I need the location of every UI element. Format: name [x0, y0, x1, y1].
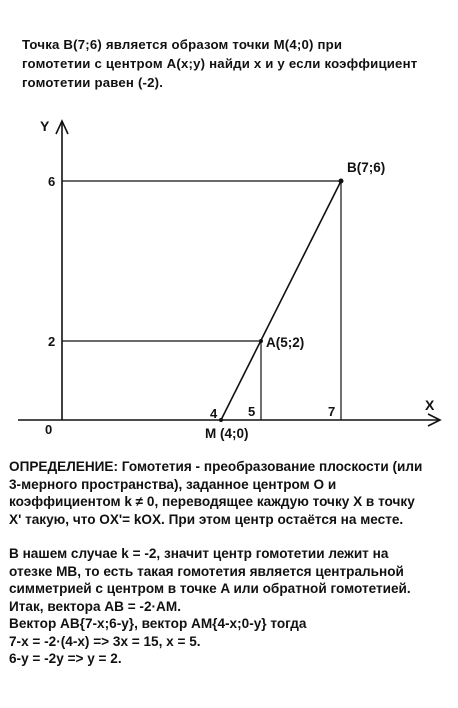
point-a: [259, 339, 263, 343]
definition-line: 3-мерного пространства), заданное центром O и: [9, 476, 337, 492]
solution-text: [9, 458, 454, 668]
y-axis-label: Y: [40, 118, 50, 134]
solution-line: Вектор AB{7-x;6-y}, вектор AM{4-x;0-y} тогда: [9, 616, 307, 631]
definition-text: Гомотетия - преобразование плоскости (или: [118, 459, 423, 474]
x-tick-label: 4: [210, 406, 218, 421]
solution-line: симметрией с центром в точке A или обратной гомотетией.: [9, 581, 411, 596]
solution-line: отезке MB, то есть такая гомотетия является центральной: [9, 563, 404, 579]
definition-line: коэффициентом k ≠ 0, переводящее каждую точку X в точку: [9, 494, 415, 509]
definition-line: X' такую, что OX'= kOX. При этом центр остаётся на месте.: [9, 511, 404, 527]
solution-line: 7-x = -2·(4-x) => 3x = 15, x = 5.: [9, 633, 201, 649]
point-a-label: A(5;2): [266, 335, 305, 350]
solution-line: 6-y = -2y => y = 2.: [9, 651, 122, 666]
point-m: [219, 418, 223, 422]
problem-line: Точка B(7;6) является образом точки M(4;0) при: [22, 37, 343, 52]
solution-line: Итак, вектора AB = -2·AM.: [9, 598, 181, 614]
solution-line: В нашем случае k = -2, значит центр гомотетии лежит на: [9, 546, 389, 561]
x-tick-label: 7: [328, 404, 336, 419]
definition-term: ОПРЕДЕЛЕНИЕ:: [9, 459, 119, 474]
point-b: [339, 179, 344, 184]
origin-label: 0: [45, 422, 53, 437]
definition-line: [9, 458, 454, 476]
y-tick-label: 2: [48, 334, 56, 349]
y-tick-label: 6: [48, 174, 56, 189]
x-axis-label: X: [425, 397, 435, 413]
x-tick-label: 5: [248, 404, 256, 419]
point-m-label: M (4;0): [205, 426, 249, 441]
segment-mb: [221, 181, 341, 420]
problem-line: гомотетии с центром A(x;y) найди x и y если коэффициент: [22, 56, 418, 71]
point-b-label: B(7;6): [347, 160, 386, 175]
paragraph-gap: [9, 528, 454, 545]
problem-line: гомотетии равен (-2).: [22, 75, 164, 90]
